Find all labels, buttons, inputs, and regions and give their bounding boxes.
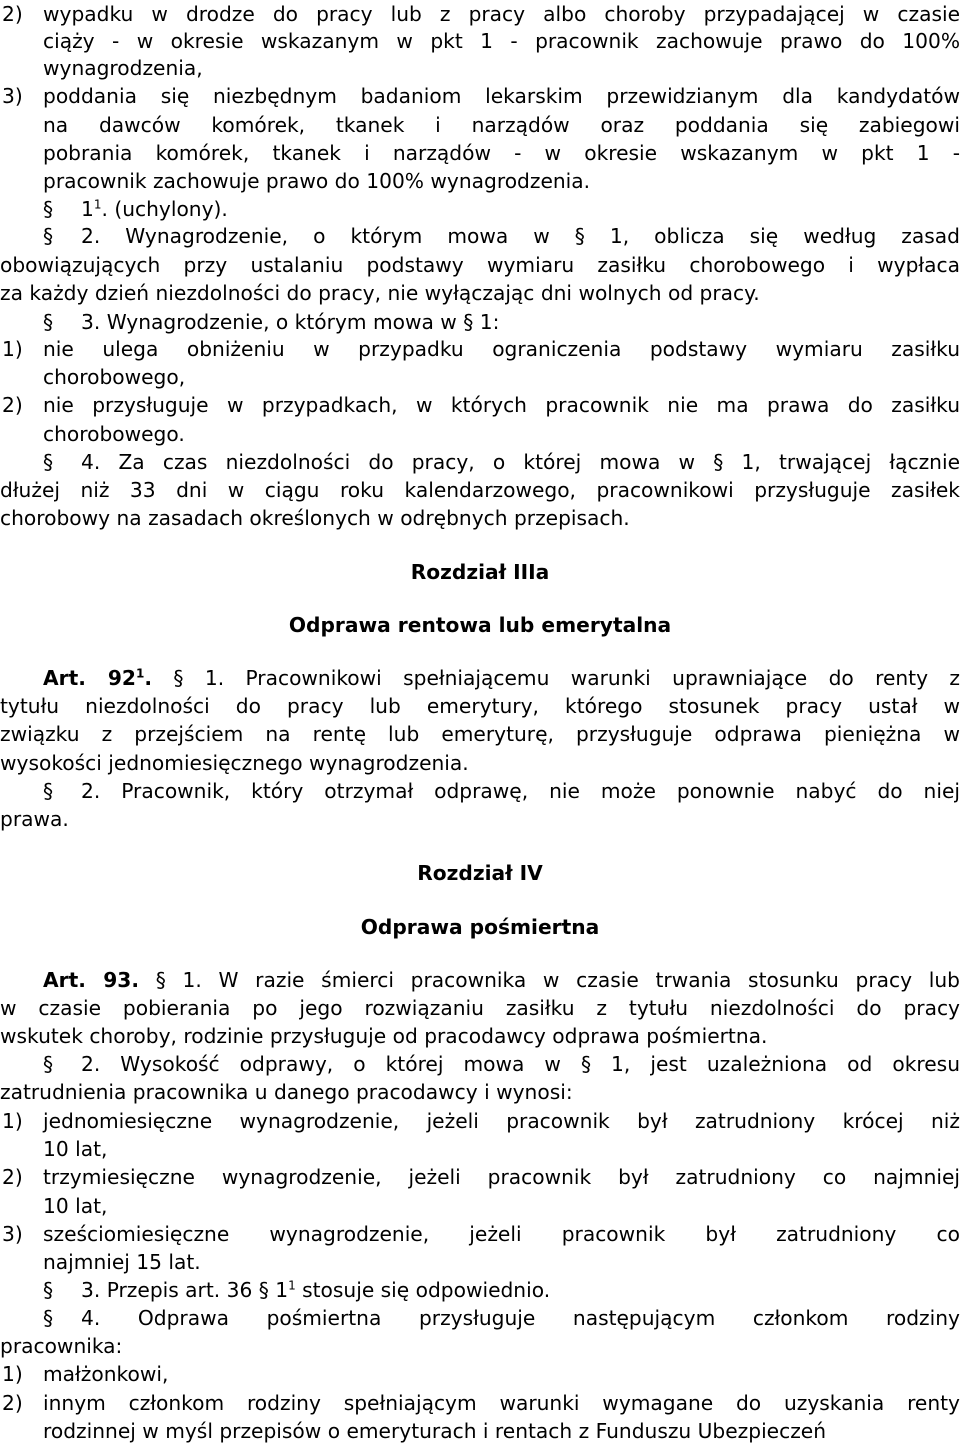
section-text: Wynagrodzenie, o którym mowa w § 1:	[106, 310, 500, 334]
section-sign: §	[43, 310, 54, 334]
item-text: pracownik zachowuje prawo do 100% wynagrodzenia.	[43, 169, 591, 193]
article-92-1-line-3	[0, 720, 960, 748]
item-number: 2)	[2, 393, 23, 417]
section-text: obowiązujących przy ustalaniu podstawy wymiaru zasiłku chorobowego i wypłaca	[0, 253, 960, 277]
section-text: za każdy dzień niezdolności do pracy, nie wyłączając dni wolnych od pracy.	[0, 281, 760, 305]
article-93-s4-line-2	[0, 1332, 960, 1360]
article-dot: .	[144, 666, 152, 690]
item-text: na dawców komórek, tkanek i narządów oraz poddania się zabiegowi	[43, 113, 960, 137]
section-text: Pracownik, który otrzymał odprawę, nie może ponownie nabyć do niej	[121, 779, 960, 803]
article-93-item-2-line-2	[0, 1192, 960, 1220]
article-93-item-1-line-1	[0, 1107, 960, 1135]
item-3-line-3	[0, 139, 960, 167]
section-sign: §	[173, 666, 184, 690]
item-text: małżonkowi,	[43, 1362, 169, 1386]
item-text: pobrania komórek, tkanek i narządów - w okresie wskazanym w pkt 1 -	[43, 141, 960, 165]
section-4-line-2	[0, 476, 960, 504]
section-4-line-3	[0, 504, 960, 532]
section-number: 1.	[182, 968, 202, 992]
item-text: ciąży - w okresie wskazanym w pkt 1 - pracownik zachowuje prawo do 100%	[43, 29, 960, 53]
article-92-1-line-4	[0, 749, 960, 777]
section-text: tytułu niezdolności do pracy lub emerytury, którego stosunek pracy ustał w	[0, 694, 960, 718]
section-text: wskutek choroby, rodzinie przysługuje od pracodawcy odprawa pośmiertna.	[0, 1024, 768, 1048]
item-2-line-2	[0, 27, 960, 55]
article-93-s4-item-2-line-1	[0, 1389, 960, 1417]
section-number: 3.	[81, 1278, 101, 1302]
chapter-subtitle: Odprawa rentowa lub emerytalna	[288, 613, 672, 637]
section-3-item-1-line-2	[0, 363, 960, 391]
chapter-title: Rozdział IIIa	[410, 560, 550, 584]
article-93-item-1-line-2	[0, 1135, 960, 1163]
section-number: 3.	[81, 310, 101, 334]
section-3-item-1-line-1	[0, 335, 960, 363]
superscript: 1	[135, 666, 145, 681]
section-number: 2.	[81, 1052, 101, 1076]
section-sign: §	[43, 450, 54, 474]
item-text: nie przysługuje w przypadkach, w których pracownik nie ma prawa do zasiłku	[43, 393, 960, 417]
article-93-line-2	[0, 994, 960, 1022]
section-text: Za czas niezdolności do pracy, o której mowa w § 1, trwającej łącznie	[118, 450, 960, 474]
section-number: 1	[81, 197, 94, 221]
section-text: Wynagrodzenie, o którym mowa w § 1, oblicza się według zasad	[125, 224, 960, 248]
section-2-line-3	[0, 279, 960, 307]
item-number: 2)	[2, 1391, 23, 1415]
chapter-subtitle: Odprawa pośmiertna	[360, 915, 600, 939]
section-text: chorobowy na zasadach określonych w odrębnych przepisach.	[0, 506, 630, 530]
section-number: 4.	[81, 1306, 101, 1330]
item-number: 1)	[2, 1362, 23, 1386]
item-text: najmniej 15 lat.	[43, 1250, 201, 1274]
section-2-line-1	[0, 222, 960, 250]
item-number: 3)	[2, 84, 23, 108]
superscript: 1	[93, 197, 102, 212]
item-3-line-2	[0, 111, 960, 139]
article-93-s4-item-2-line-2	[0, 1417, 960, 1445]
section-sign: §	[43, 1278, 54, 1302]
section-text: stosuje się odpowiednio.	[295, 1278, 551, 1302]
item-2-line-3	[0, 54, 960, 82]
section-text: pracownika:	[0, 1334, 123, 1358]
item-text: sześciomiesięczne wynagrodzenie, jeżeli pracownik był zatrudniony co	[43, 1222, 960, 1246]
item-text: chorobowego,	[43, 365, 186, 389]
article-93-s3	[0, 1276, 960, 1304]
item-3-line-4	[0, 167, 960, 195]
article-93-item-3-line-2	[0, 1248, 960, 1276]
section-text: Odprawa pośmiertna przysługuje następującym członkom rodziny	[137, 1306, 960, 1330]
item-text: trzymiesięczne wynagrodzenie, jeżeli pracownik był zatrudniony co najmniej	[43, 1165, 960, 1189]
section-number: 1.	[204, 666, 225, 690]
section-number: 2.	[81, 779, 101, 803]
section-text: Przepis art. 36 § 1	[106, 1278, 289, 1302]
chapter-title: Rozdział IV	[417, 861, 543, 885]
item-3-line-1	[0, 82, 960, 110]
item-text: wynagrodzenia,	[43, 56, 203, 80]
article-93-line-3	[0, 1022, 960, 1050]
section-3-line-1	[0, 308, 960, 336]
article-93-item-2-line-1	[0, 1163, 960, 1191]
item-text: rodzinnej w myśl przepisów o emeryturach i rentach z Funduszu Ubezpieczeń	[43, 1419, 827, 1443]
article-92-1-s2-line-2	[0, 805, 960, 833]
section-2-line-2	[0, 251, 960, 279]
section-sign: §	[43, 779, 54, 803]
item-text: poddania się niezbędnym badaniom lekarskim przewidzianym dla kandydatów	[43, 84, 960, 108]
article-93-item-3-line-1	[0, 1220, 960, 1248]
article-92-1-line-2	[0, 692, 960, 720]
section-text: wysokości jednomiesięcznego wynagrodzenia.	[0, 751, 469, 775]
section-sign: §	[43, 197, 54, 221]
item-text: nie ulega obniżeniu w przypadku ograniczenia podstawy wymiaru zasiłku	[43, 337, 960, 361]
item-text: 10 lat,	[43, 1137, 108, 1161]
section-text: W razie śmierci pracownika w czasie trwania stosunku pracy lub	[218, 968, 960, 992]
section-sign: §	[155, 968, 166, 992]
section-3-item-2-line-1	[0, 391, 960, 419]
item-2-line-1	[0, 0, 960, 28]
article-label: Art. 93.	[43, 968, 139, 992]
item-number: 2)	[2, 2, 23, 26]
section-text: . (uchylony).	[101, 197, 228, 221]
article-92-1-line-1	[0, 664, 960, 692]
article-label: Art. 92	[43, 666, 136, 690]
item-number: 1)	[2, 337, 23, 361]
article-93-s2-line-2	[0, 1078, 960, 1106]
section-text: w czasie pobierania po jego rozwiązaniu zasiłku z tytułu niezdolności do pracy	[0, 996, 960, 1020]
section-text: Pracownikowi spełniającemu warunki uprawniające do renty z	[245, 666, 960, 690]
item-number: 2)	[2, 1165, 23, 1189]
section-text: związku z przejściem na rentę lub emeryturę, przysługuje odprawa pieniężna w	[0, 722, 960, 746]
section-sign: §	[43, 1052, 54, 1076]
section-text: prawa.	[0, 807, 69, 831]
article-93-s4-line-1	[0, 1304, 960, 1332]
item-number: 3)	[2, 1222, 23, 1246]
section-number: 4.	[81, 450, 101, 474]
item-text: jednomiesięczne wynagrodzenie, jeżeli pracownik był zatrudniony krócej niż	[43, 1109, 960, 1133]
section-3-item-2-line-2	[0, 420, 960, 448]
section-number: 2.	[81, 224, 101, 248]
section-sign: §	[43, 224, 54, 248]
section-text: zatrudnienia pracownika u danego pracodawcy i wynosi:	[0, 1080, 573, 1104]
item-text: chorobowego.	[43, 422, 185, 446]
section-text: dłużej niż 33 dni w ciągu roku kalendarzowego, pracownikowi przysługuje zasiłek	[0, 478, 960, 502]
section-sign: §	[43, 1306, 54, 1330]
item-text: wypadku w drodze do pracy lub z pracy albo choroby przypadającej w czasie	[43, 2, 960, 26]
article-93-s2-line-1	[0, 1050, 960, 1078]
article-93-s4-item-1	[0, 1360, 960, 1388]
superscript: 1	[288, 1278, 296, 1293]
section-text: Wysokość odprawy, o której mowa w § 1, jest uzależniona od okresu	[120, 1052, 960, 1076]
section-4-line-1	[0, 448, 960, 476]
article-93-line-1	[0, 966, 960, 994]
item-number: 1)	[2, 1109, 23, 1133]
item-text: innym członkom rodziny spełniającym warunki wymagane do uzyskania renty	[43, 1391, 960, 1415]
section-1-1	[0, 195, 960, 223]
article-92-1-s2-line-1	[0, 777, 960, 805]
item-text: 10 lat,	[43, 1194, 108, 1218]
